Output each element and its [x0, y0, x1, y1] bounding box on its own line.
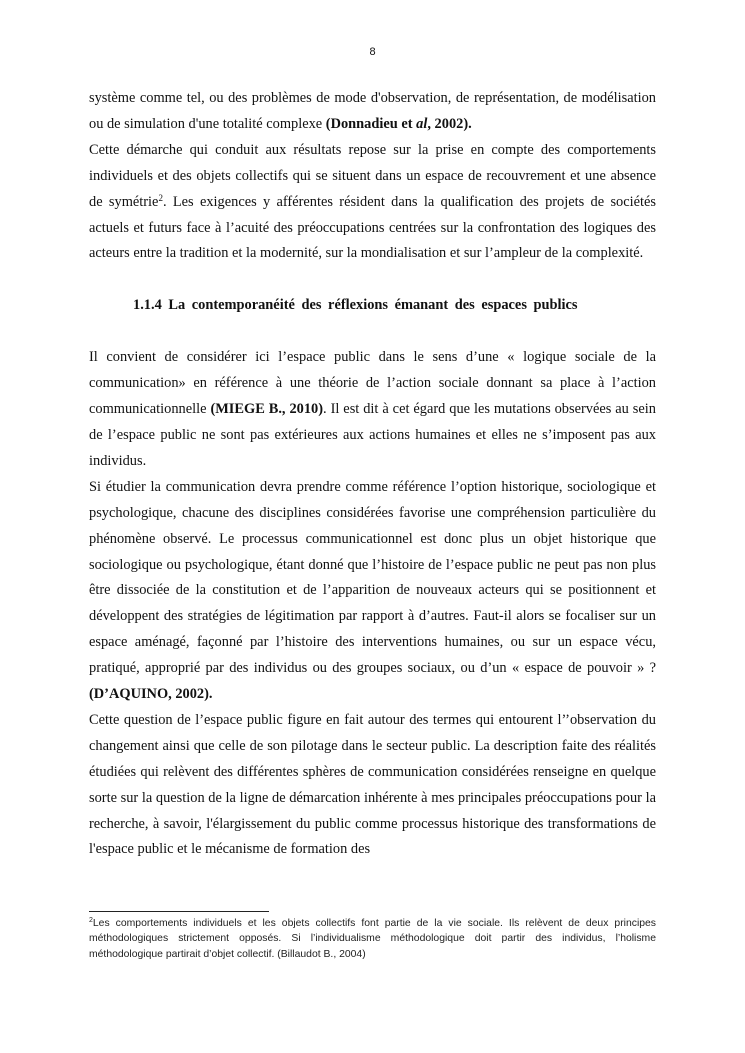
citation-donnadieu-al: al [416, 115, 428, 132]
footnote-2 [89, 916, 656, 962]
paragraph-1 [89, 86, 656, 138]
citation-donnadieu-c: , 2002). [427, 115, 472, 132]
footnote-separator [89, 911, 269, 912]
paragraph-3-text-a: Il convient de considérer ici l’espace public dans le sens d’une « logique sociale de la communication» en référence à une théorie de l’action sociale donnant sa place à l’action communicationnelle [89, 349, 656, 418]
page-number: 8 [369, 46, 376, 58]
paragraph-1-text: système comme tel, ou des problèmes de mode d'observation, de représentation, de modélisation ou de simulation d'une totalité complexe [89, 90, 656, 132]
footnote-number: 2 [89, 917, 93, 924]
paragraph-2-text-a: Cette démarche qui conduit aux résultats repose sur la prise en compte des comportements individuels et des objets collectifs qui se situent dans un espace de recouvrement et une absence de symétrie [89, 141, 656, 210]
paragraph-4 [89, 475, 656, 708]
section-heading: 1.1.4 La contemporanéité des réflexions émanant des espaces publics [133, 297, 578, 314]
citation-miege: (MIEGE B., 2010) [210, 401, 324, 418]
body-text [89, 86, 656, 863]
footnote-ref-2[interactable]: 2 [158, 192, 163, 203]
paragraph-2 [89, 138, 656, 268]
paragraph-3 [89, 345, 656, 475]
paragraph-4-text: Si étudier la communication devra prendre comme référence l’option historique, sociologique et psychologique, chacune des disciplines considérées favorise une compréhension particulière du phénomène observé. Le processus communicationnel est donc plus un objet historique que sociologique ou psychologique, étant donné que l’histoire de l’espace public ne peut pas non plus être dissociée de la constitution et de l’apparition de nouveaux acteurs qui se positionnent et développent des stratégies de légitimation par rapport à d’autres. Faut-il alors se focaliser sur un espace aménagé, façonné par l’histoire des interventions humaines, ou sur un espace vécu, pratiqué, approprié par des individus ou des groupes sociaux, ou d’un « espace de pouvoir » ? [89, 478, 656, 677]
citation-donnadieu [326, 116, 472, 132]
citation-donnadieu-a: (Donnadieu et [325, 115, 417, 132]
paragraph-5 [89, 708, 656, 863]
citation-daquino: (D’AQUINO, 2002). [89, 686, 213, 703]
paragraph-5-text: Cette question de l’espace public figure en fait autour des termes qui entourent l’’observation du changement ainsi que celle de son pilotage dans le secteur public. La description faite des réalités étudiées qui relèvent des différentes sphères de communication considérées renseigne en quelque sorte sur la question de la ligne de démarcation inhérente à mes principales préoccupations pour la recherche, à savoir, l'élargissement du public comme processus historique des transformations de l'espace public et le mécanisme de formation des [89, 711, 656, 858]
footnote-text: Les comportements individuels et les objets collectifs font partie de la vie sociale. Ils relèvent de deux principes méthodologiques strictement opposés. Si l’individualisme méthodologique doit partir des individus, l’holisme méthodologique partirait d’objet collectif. (Billaudot B., 2004) [89, 918, 656, 960]
paragraph-3-text-b: . Il est dit à cet égard que les mutations observées au sein de l’espace public ne sont pas extérieures aux actions humaines et elles ne s’imposent pas aux individus. [89, 401, 656, 469]
paragraph-2-text-b: . Les exigences y afférentes résident dans la qualification des projets de sociétés actuels et futurs face à l’acuité des préoccupations centrées sur la confrontation des logiques des acteurs entre la tradition et la modernité, sur la mondialisation et sur l’ampleur de la complexité. [89, 193, 656, 262]
